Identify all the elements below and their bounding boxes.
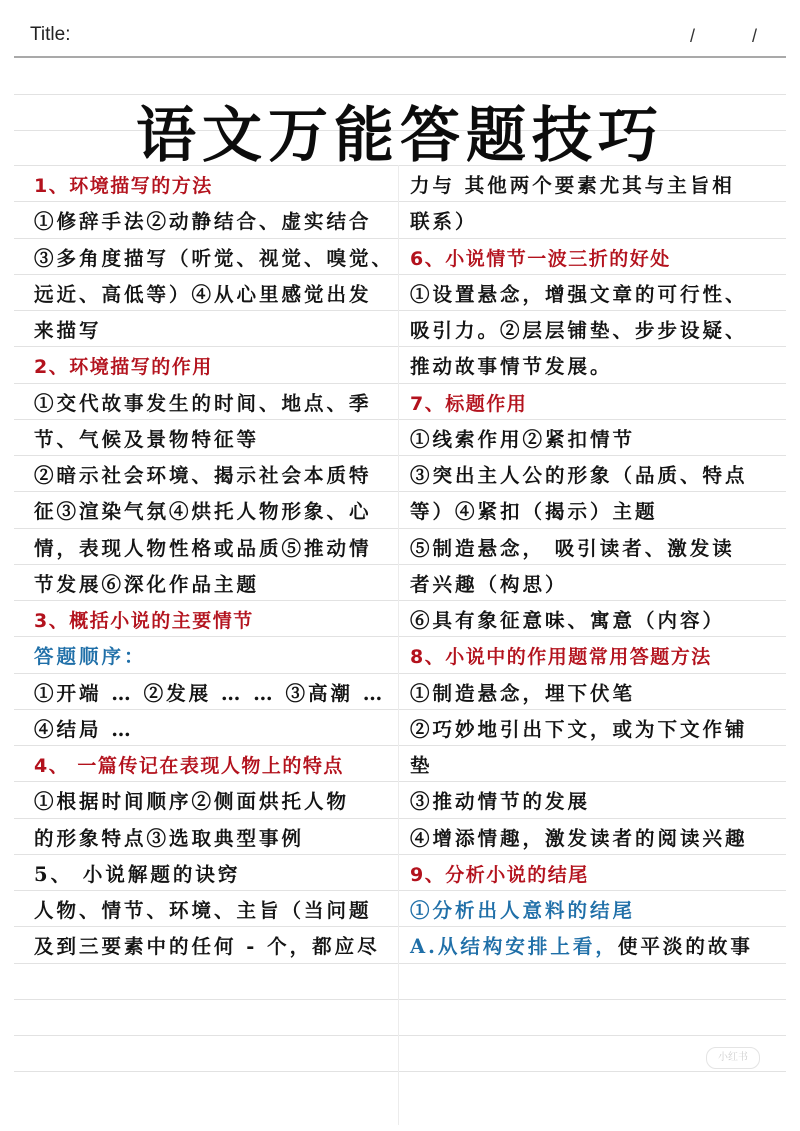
text-line: ②巧妙地引出下文，或为下文作铺 (410, 717, 748, 741)
ruled-line (14, 1071, 786, 1072)
text-line: ①根据时间顺序②侧面烘托人物 (34, 790, 350, 814)
text-line: ③突出主人公的形象（品质、特点 (410, 464, 748, 487)
text-line: ①修辞手法②动静结合、虚实结合 (34, 210, 372, 234)
text-line: ③推动情节的发展 (410, 790, 591, 814)
text-line (410, 929, 780, 965)
section-heading: 8、小说中的作用题常用答题方法 (410, 646, 712, 669)
text-line: 远近、高低等）④从心里感觉出发 (34, 282, 372, 306)
watermark-badge: 小红书 (706, 1047, 760, 1069)
section-heading: 9、分析小说的结尾 (410, 863, 589, 886)
text-line: 节发展⑥深化作品主题 (34, 572, 260, 596)
text-line: 吸引力。②层层铺垫、步步设疑、 (410, 319, 748, 342)
text-line: 及到三要素中的任何 - 个，都应尽 (34, 935, 380, 959)
text-line: ②暗示社会环境、揭示社会本质特 (34, 464, 372, 487)
text-line: ①制造悬念，埋下伏笔 (410, 681, 636, 705)
section-heading: 6、小说情节一波三折的好处 (410, 247, 671, 270)
title-rule (14, 56, 786, 58)
section-heading: 4、 一篇传记在表现人物上的特点 (34, 755, 344, 777)
text-line: ①交代故事发生的时间、地点、季 (34, 391, 372, 415)
text-line: 力与 其他两个要素尤其与主旨相 (410, 174, 735, 197)
text-line: 的形象特点③选取典型事例 (34, 826, 305, 850)
date-slash-1: / (690, 26, 696, 46)
section-heading: 5、 小说解题的诀窍 (34, 862, 241, 886)
ruled-line (14, 1035, 786, 1036)
text-line: ①线索作用②紧扣情节 (410, 427, 636, 451)
column-divider (398, 165, 399, 1125)
text-line: ⑥具有象征意味、寓意（内容） (410, 609, 726, 632)
text-line: ④结局 … (34, 717, 134, 741)
text-line: 垫 (410, 754, 433, 777)
text-line: 征③渲染气氛④烘托人物形象、心 (34, 500, 372, 524)
text-line: 节、气候及景物特征等 (34, 427, 260, 451)
ruled-line (14, 999, 786, 1000)
date-slash-2: / (752, 26, 758, 46)
text-line: 人物、情节、环境、主旨（当问题 (34, 899, 372, 922)
section-heading: 2、环境描写的作用 (34, 356, 213, 379)
section-heading: 7、标题作用 (410, 392, 528, 415)
text-line: ①设置悬念，增强文章的可行性、 (410, 282, 748, 306)
text-line: 推动故事情节发展。 (410, 355, 613, 379)
text-span: 使平淡的故事 (617, 935, 753, 959)
text-line: 者兴趣（构思） (410, 572, 568, 596)
text-line: 等）④紧扣（揭示）主题 (410, 500, 658, 524)
title-label: Title: (30, 24, 71, 45)
text-line: ④增添情趣，激发读者的阅读兴趣 (410, 826, 748, 850)
section-heading: 3、概括小说的主要情节 (34, 610, 254, 632)
left-column (34, 168, 394, 966)
text-line: ①分析出人意料的结尾 (410, 899, 636, 922)
text-line: 来描写 (34, 319, 102, 342)
highlight-text: A.从结构安排上看， (410, 935, 618, 959)
text-line: 答题顺序： (34, 645, 147, 669)
page-title: 语文万能答题技巧 (136, 101, 664, 171)
section-heading: 1、环境描写的方法 (34, 175, 213, 197)
text-line: ①开端 … ②发展 … … ③高潮 … (34, 681, 386, 705)
text-line: ⑤制造悬念， 吸引读者、激发读 (410, 536, 735, 560)
right-column (410, 168, 780, 966)
text-line: ③多角度描写（听觉、视觉、嗅觉、 (34, 246, 395, 270)
text-line: 联系） (410, 210, 478, 234)
text-line: 情，表现人物性格或品质⑤推动情 (34, 536, 372, 560)
